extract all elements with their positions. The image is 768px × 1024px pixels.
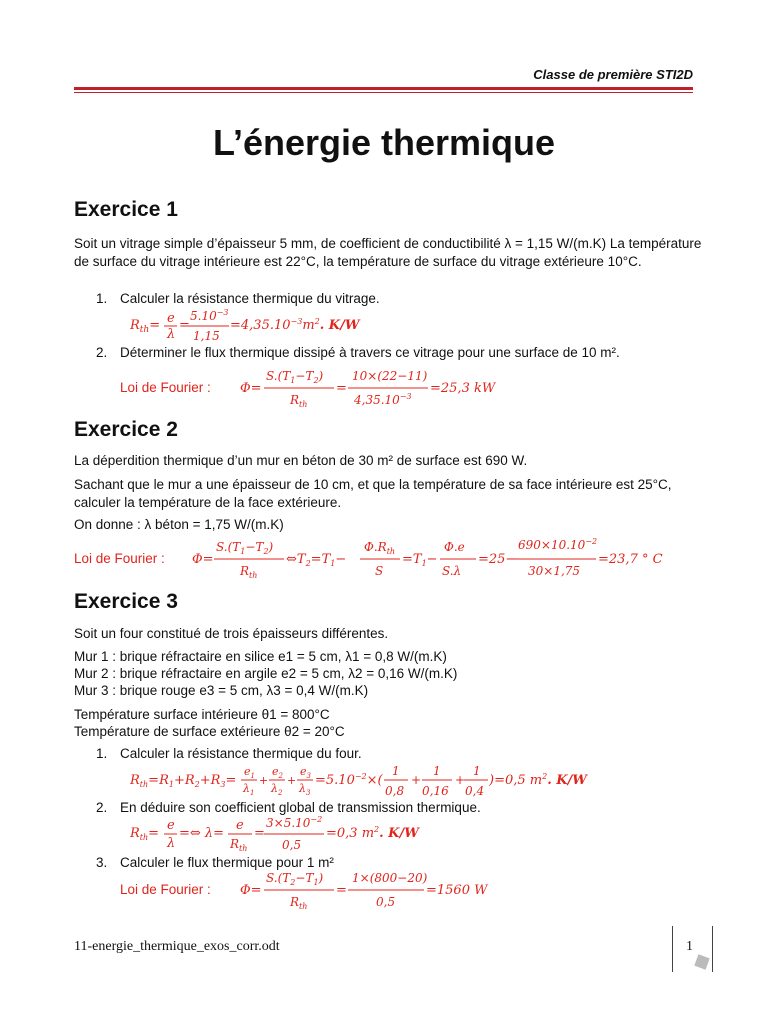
svg-text:0,5: 0,5 bbox=[376, 895, 396, 909]
page-curl-icon bbox=[694, 954, 709, 969]
svg-text:=0,3 m2. K/W: =0,3 $m^2$. K/W bbox=[326, 825, 419, 841]
equation-graphic bbox=[240, 366, 520, 410]
header-rule bbox=[74, 87, 693, 90]
svg-text:e: e bbox=[236, 818, 244, 833]
exercise-3-question-1: 1. Calculer la résistance thermique du four. bbox=[96, 746, 362, 761]
svg-text:λ: λ bbox=[167, 836, 176, 851]
exercise-3-question-2: 2. En déduire son coefficient global de transmission thermique. bbox=[96, 800, 481, 815]
svg-text:=5.10−2×(: $=5.10^{-2}\times$( bbox=[315, 772, 383, 788]
exercise-1-intro: Soit un vitrage simple d’épaisseur 5 mm, de coefficient de conductibilité λ = 1,15 W/(m.K) La température de surface du vitrage intérieure est 22°C, la température de surface du vitrage extérieure 10°C. bbox=[74, 236, 702, 269]
svg-text:+: + bbox=[259, 774, 269, 787]
exercise-2-equation bbox=[192, 537, 672, 585]
svg-text:=⇔ λ=: =⇔ λ= bbox=[179, 826, 225, 841]
svg-text:0,5: 0,5 bbox=[282, 838, 302, 852]
svg-text:e2: $e_2$ bbox=[272, 765, 283, 780]
footer-divider bbox=[712, 926, 713, 972]
fourier-law-label: Loi de Fourier : bbox=[74, 551, 165, 566]
exercise-1-equation-2 bbox=[240, 366, 520, 414]
equation-graphic bbox=[240, 868, 520, 912]
svg-text:S.λ: S.λ bbox=[442, 564, 462, 578]
svg-text:Rth: $R_{th}$ bbox=[290, 895, 308, 911]
svg-text:Φ=: Φ= bbox=[240, 883, 262, 898]
exercise-3-intro: Soit un four constitué de trois épaisseurs différentes. bbox=[74, 626, 389, 641]
interior-temperature: Température surface intérieure θ1 = 800°C bbox=[74, 707, 330, 722]
exercise-2-paragraph-2: Sachant que le mur a une épaisseur de 10 cm, et que la température de sa face intérieure est 25°C, calculer la température de la face extérieure. bbox=[74, 477, 672, 510]
svg-text:1: 1 bbox=[473, 764, 481, 778]
exterior-temperature: Température de surface extérieure θ2 = 20°C bbox=[74, 724, 345, 739]
svg-text:e: e bbox=[167, 311, 175, 326]
svg-text:Rth=: $R_{th}=$ bbox=[130, 318, 161, 335]
exercise-1-question-2: 2. Déterminer le flux thermique dissipé à travers ce vitrage pour une surface de 10 m². bbox=[96, 345, 620, 360]
svg-text:Rth=R1+R2+R3=: $R_{th}=R_1+R_2+R_3=$ bbox=[130, 773, 237, 789]
fourier-law-label: Loi de Fourier : bbox=[120, 380, 211, 395]
svg-text:Φ=: Φ= bbox=[240, 381, 262, 396]
svg-text:S.(T2−T1): $S.(T_2-T_1)$ bbox=[266, 871, 324, 887]
footer-filename: 11-energie_thermique_exos_corr.odt bbox=[74, 939, 280, 954]
exercise-3-equation-2 bbox=[130, 815, 430, 859]
svg-text:30×1,75: 30×1,75 bbox=[528, 564, 581, 578]
fourier-law-label: Loi de Fourier : bbox=[120, 882, 211, 897]
svg-text:Rth: $R_{th}$ bbox=[240, 564, 258, 580]
svg-text:10×(22−11): 10×(22−11) bbox=[352, 369, 428, 383]
page-title: L’énergie thermique bbox=[212, 122, 556, 163]
svg-text:=25−: =25− bbox=[478, 552, 517, 567]
svg-text:e3: $e_3$ bbox=[300, 765, 311, 780]
wall-2-spec: Mur 2 : brique réfractaire en argile e2 = 5 cm, λ2 = 0,16 W/(m.K) bbox=[74, 666, 458, 681]
svg-text:=23,7 ° C: =23,7 ° C bbox=[598, 552, 663, 567]
equation-graphic bbox=[192, 537, 672, 581]
svg-text:=: = bbox=[179, 318, 190, 333]
svg-text:Φ.Rth: $\Phi.R_{th}$ bbox=[364, 540, 396, 556]
exercise-3-equation-3 bbox=[240, 868, 520, 916]
exercise-3-heading: Exercice 3 bbox=[74, 590, 178, 613]
svg-text:1×(800−20): 1×(800−20) bbox=[352, 871, 428, 885]
svg-text:Rth: $R_{th}$ bbox=[290, 393, 308, 409]
exercise-3-question-3: 3. Calculer le flux thermique pour 1 m² bbox=[96, 855, 334, 870]
svg-text:1: 1 bbox=[433, 764, 441, 778]
exercise-1-question-1: 1. Calculer la résistance thermique du vitrage. bbox=[96, 291, 380, 306]
svg-text:Rth: $R_{th}$ bbox=[230, 837, 248, 853]
exercise-2-heading: Exercice 2 bbox=[74, 418, 178, 441]
svg-text:=: = bbox=[336, 381, 347, 396]
svg-text:690×10.10−2: $690\times 10.10^{-2}$ bbox=[518, 537, 598, 552]
svg-text:λ: λ bbox=[167, 327, 176, 342]
exercise-1-equation-1 bbox=[130, 307, 390, 349]
svg-text:⇔T2=T1−: $\Leftrightarrow T_2=T_1-$ bbox=[286, 552, 347, 568]
svg-text:+: + bbox=[287, 774, 297, 787]
svg-text:+: + bbox=[411, 773, 422, 787]
svg-text:λ2: $\lambda_2$ bbox=[271, 782, 283, 797]
svg-text:1,15: 1,15 bbox=[193, 329, 220, 343]
svg-text:=4,35.10−3m2. K/W: $=4,35.10^{-3}m^2$. K/W bbox=[230, 317, 360, 333]
svg-text:=: = bbox=[254, 826, 265, 841]
svg-text:λ3: $\lambda_3$ bbox=[299, 782, 311, 797]
svg-text:Φ=: Φ= bbox=[192, 552, 214, 567]
svg-text:e1: $e_1$ bbox=[244, 765, 255, 780]
svg-text:Φ.e: Φ.e bbox=[444, 540, 465, 554]
exercise-1-heading: Exercice 1 bbox=[74, 198, 178, 221]
equation-graphic bbox=[130, 762, 600, 804]
svg-text:=1560 W: =1560 W bbox=[426, 883, 488, 898]
page-number: 1 bbox=[686, 939, 693, 954]
footer-divider bbox=[672, 926, 673, 972]
svg-text:=T1−: $=T_1-$ bbox=[402, 552, 438, 568]
document-header: Classe de première STI2D bbox=[533, 67, 693, 82]
svg-text:S: S bbox=[375, 564, 384, 578]
svg-text:5.10−3: $5.10^{-3}$ bbox=[190, 308, 229, 323]
svg-text:e: e bbox=[167, 818, 175, 833]
svg-text:0,16: 0,16 bbox=[422, 784, 449, 798]
svg-text:0,4: 0,4 bbox=[465, 784, 485, 798]
equation-graphic bbox=[130, 815, 430, 855]
exercise-2-paragraph-3: On donne : λ béton = 1,75 W/(m.K) bbox=[74, 517, 284, 532]
wall-1-spec: Mur 1 : brique réfractaire en silice e1 = 5 cm, λ1 = 0,8 W/(m.K) bbox=[74, 649, 447, 664]
svg-text:+: + bbox=[455, 773, 466, 787]
exercise-2-paragraph-1: La déperdition thermique d’un mur en béton de 30 m² de surface est 690 W. bbox=[74, 453, 528, 468]
header-rule-thin bbox=[74, 92, 693, 93]
svg-text:0,8: 0,8 bbox=[385, 784, 405, 798]
wall-3-spec: Mur 3 : brique rouge e3 = 5 cm, λ3 = 0,4 W/(m.K) bbox=[74, 683, 369, 698]
equation-graphic bbox=[130, 307, 390, 345]
svg-text:λ1: $\lambda_1$ bbox=[243, 782, 255, 797]
svg-text:S.(T1−T2): $S.(T_1-T_2)$ bbox=[266, 369, 324, 385]
svg-text:1: 1 bbox=[392, 764, 400, 778]
svg-text:Rth=: $R_{th}=$ bbox=[130, 826, 160, 842]
svg-text:4,35.10−3: $4,35.10^{-3}$ bbox=[354, 392, 412, 407]
svg-text:=25,3 kW: =25,3 kW bbox=[430, 381, 496, 396]
svg-text:=: = bbox=[336, 883, 347, 898]
svg-text:3×5.10−2: $3\times 5.10^{-2}$ bbox=[266, 815, 323, 830]
svg-text:)=0,5 m2. K/W: )=0,5 $m^2$. K/W bbox=[489, 772, 587, 788]
svg-text:S.(T1−T2): $S.(T_1-T_2)$ bbox=[216, 540, 274, 556]
